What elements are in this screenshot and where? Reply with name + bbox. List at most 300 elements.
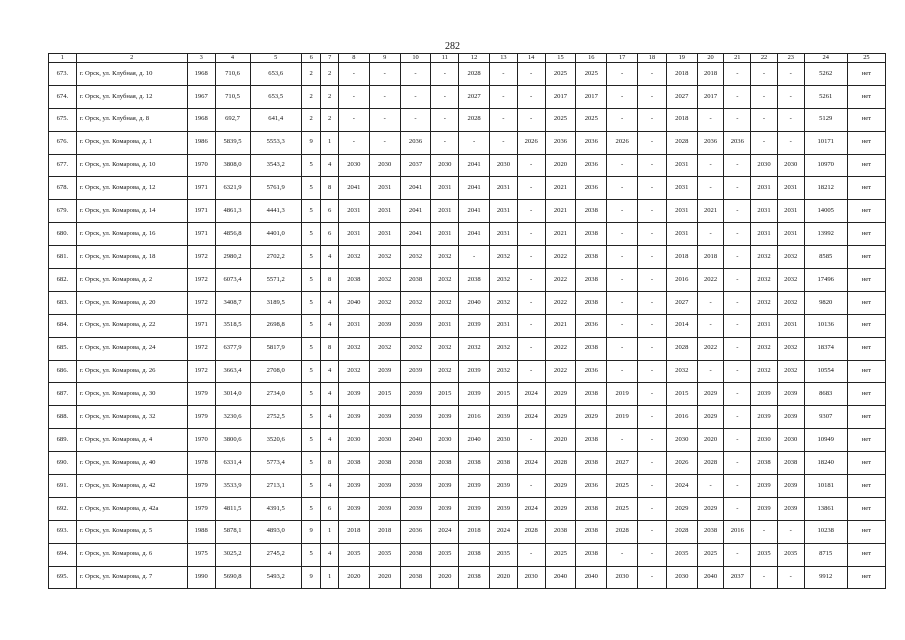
table-cell: 2039 bbox=[490, 497, 518, 520]
table-cell: 5761,9 bbox=[250, 177, 301, 200]
table-cell: - bbox=[517, 337, 545, 360]
table-cell: 2041 bbox=[338, 177, 369, 200]
table-cell: 2032 bbox=[459, 337, 490, 360]
table-cell: 2039 bbox=[459, 383, 490, 406]
table-cell: 2031 bbox=[490, 200, 518, 223]
table-cell: - bbox=[751, 520, 778, 543]
table-cell: 2032 bbox=[431, 291, 459, 314]
table-cell: 2032 bbox=[431, 360, 459, 383]
table-cell: 2040 bbox=[338, 291, 369, 314]
table-cell: 1979 bbox=[187, 406, 215, 429]
table-cell: - bbox=[517, 246, 545, 269]
table-cell: 1970 bbox=[187, 154, 215, 177]
address-cell: г. Орск, ул. Комарова, д. 5 bbox=[76, 520, 187, 543]
table-cell: 2038 bbox=[576, 200, 607, 223]
table-cell: 2031 bbox=[490, 223, 518, 246]
table-cell: 2031 bbox=[369, 223, 400, 246]
table-cell: 2030 bbox=[490, 429, 518, 452]
table-cell: - bbox=[638, 475, 667, 498]
table-cell: 2036 bbox=[724, 131, 751, 154]
table-cell: - bbox=[400, 108, 431, 131]
table-cell: 2030 bbox=[777, 429, 804, 452]
table-cell: 10136 bbox=[804, 314, 847, 337]
table-cell: 2031 bbox=[777, 223, 804, 246]
table-cell: - bbox=[724, 223, 751, 246]
table-cell: - bbox=[638, 314, 667, 337]
table-cell: 2039 bbox=[459, 497, 490, 520]
table-cell: 5 bbox=[301, 269, 321, 292]
table-cell: 6073,4 bbox=[215, 269, 250, 292]
table-cell: 2039 bbox=[777, 406, 804, 429]
table-cell: 2016 bbox=[724, 520, 751, 543]
table-row bbox=[49, 497, 886, 520]
address-cell: г. Орск, ул. Комарова, д. 40 bbox=[76, 452, 187, 475]
table-cell: 2018 bbox=[697, 63, 724, 86]
table-cell: 2020 bbox=[545, 154, 576, 177]
table-cell: 2038 bbox=[400, 452, 431, 475]
table-cell: 2032 bbox=[369, 291, 400, 314]
table-cell: 677. bbox=[49, 154, 77, 177]
table-cell: 2035 bbox=[777, 543, 804, 566]
table-cell: 2032 bbox=[369, 269, 400, 292]
table-cell: нет bbox=[847, 291, 885, 314]
table-cell: 2024 bbox=[517, 383, 545, 406]
table-row bbox=[49, 543, 886, 566]
table-cell: 9 bbox=[301, 131, 321, 154]
table-cell: 2038 bbox=[490, 452, 518, 475]
table-cell: 2038 bbox=[400, 269, 431, 292]
table-cell: 2031 bbox=[431, 223, 459, 246]
table-cell: 1971 bbox=[187, 200, 215, 223]
table-cell: - bbox=[517, 360, 545, 383]
address-cell: г. Орск, ул. Комарова, д. 42 bbox=[76, 475, 187, 498]
table-cell: 2039 bbox=[490, 406, 518, 429]
table-cell: 2038 bbox=[459, 566, 490, 589]
table-cell: 2032 bbox=[400, 337, 431, 360]
table-cell: 2032 bbox=[400, 246, 431, 269]
table-cell: - bbox=[638, 63, 667, 86]
table-cell: 692. bbox=[49, 497, 77, 520]
table-cell: 2032 bbox=[777, 291, 804, 314]
table-row bbox=[49, 475, 886, 498]
table-cell: 2980,2 bbox=[215, 246, 250, 269]
table-cell: 10554 bbox=[804, 360, 847, 383]
table-cell: - bbox=[724, 108, 751, 131]
table-cell: 2021 bbox=[545, 223, 576, 246]
table-cell: 2038 bbox=[777, 452, 804, 475]
table-cell: 2036 bbox=[697, 131, 724, 154]
table-cell: 2022 bbox=[545, 269, 576, 292]
table-cell: 2038 bbox=[576, 291, 607, 314]
table-cell: 1970 bbox=[187, 429, 215, 452]
table-cell: 2032 bbox=[431, 269, 459, 292]
table-cell: - bbox=[751, 63, 778, 86]
table-cell: 2032 bbox=[490, 337, 518, 360]
table-cell: 2020 bbox=[490, 566, 518, 589]
table-cell: нет bbox=[847, 85, 885, 108]
column-number: 6 bbox=[301, 54, 321, 63]
table-cell: нет bbox=[847, 429, 885, 452]
table-cell: 2024 bbox=[517, 452, 545, 475]
table-cell: - bbox=[638, 108, 667, 131]
table-cell: 1971 bbox=[187, 177, 215, 200]
table-cell: - bbox=[517, 85, 545, 108]
table-cell: 676. bbox=[49, 131, 77, 154]
table-cell: 2039 bbox=[751, 475, 778, 498]
table-cell: 2035 bbox=[666, 543, 697, 566]
table-row bbox=[49, 291, 886, 314]
table-cell: 2039 bbox=[751, 406, 778, 429]
table-cell: 2035 bbox=[490, 543, 518, 566]
table-cell: 2032 bbox=[751, 337, 778, 360]
table-cell: 3014,0 bbox=[215, 383, 250, 406]
table-cell: - bbox=[517, 63, 545, 86]
table-cell: 2016 bbox=[666, 406, 697, 429]
table-cell: 2020 bbox=[369, 566, 400, 589]
table-cell: 1971 bbox=[187, 314, 215, 337]
table-cell: - bbox=[607, 177, 638, 200]
table-cell: 2030 bbox=[369, 429, 400, 452]
table-cell: 2018 bbox=[697, 246, 724, 269]
table-cell: 2031 bbox=[666, 154, 697, 177]
table-cell: нет bbox=[847, 406, 885, 429]
table-cell: 10171 bbox=[804, 131, 847, 154]
table-cell: - bbox=[724, 200, 751, 223]
table-cell: - bbox=[607, 200, 638, 223]
table-cell: 2031 bbox=[666, 200, 697, 223]
table-cell: 5817,9 bbox=[250, 337, 301, 360]
table-cell: 2039 bbox=[400, 383, 431, 406]
table-cell: 2031 bbox=[431, 177, 459, 200]
table-cell: - bbox=[638, 360, 667, 383]
table-cell: 2713,1 bbox=[250, 475, 301, 498]
table-cell: 8683 bbox=[804, 383, 847, 406]
table-cell: 2027 bbox=[607, 452, 638, 475]
table-cell: 2028 bbox=[459, 108, 490, 131]
table-cell: 5 bbox=[301, 360, 321, 383]
table-cell: - bbox=[638, 291, 667, 314]
address-cell: г. Орск, ул. Клубная, д. 8 bbox=[76, 108, 187, 131]
table-cell: 2024 bbox=[666, 475, 697, 498]
table-cell: - bbox=[431, 63, 459, 86]
table-cell: 3025,2 bbox=[215, 543, 250, 566]
table-row bbox=[49, 200, 886, 223]
table-cell: - bbox=[724, 177, 751, 200]
table-cell: 17496 bbox=[804, 269, 847, 292]
column-number: 15 bbox=[545, 54, 576, 63]
table-cell: 2041 bbox=[459, 177, 490, 200]
table-cell: 2016 bbox=[666, 269, 697, 292]
table-cell: - bbox=[607, 269, 638, 292]
table-cell: нет bbox=[847, 520, 885, 543]
table-cell: 2022 bbox=[545, 360, 576, 383]
table-row bbox=[49, 154, 886, 177]
table-cell: - bbox=[638, 520, 667, 543]
table-cell: 2039 bbox=[400, 475, 431, 498]
table-cell: 2025 bbox=[576, 108, 607, 131]
table-cell: - bbox=[724, 475, 751, 498]
table-cell: 2030 bbox=[369, 154, 400, 177]
column-number: 25 bbox=[847, 54, 885, 63]
table-cell: - bbox=[607, 291, 638, 314]
table-cell: 2038 bbox=[576, 337, 607, 360]
table-cell: 2019 bbox=[607, 383, 638, 406]
table-cell: 2028 bbox=[666, 337, 697, 360]
table-cell: 2038 bbox=[431, 452, 459, 475]
table-cell: 2024 bbox=[431, 520, 459, 543]
table-cell: 2038 bbox=[459, 269, 490, 292]
table-cell: - bbox=[697, 108, 724, 131]
table-cell: 1990 bbox=[187, 566, 215, 589]
column-number: 16 bbox=[576, 54, 607, 63]
table-cell: 2032 bbox=[751, 246, 778, 269]
table-cell: 4 bbox=[321, 314, 338, 337]
table-cell: нет bbox=[847, 566, 885, 589]
table-cell: - bbox=[724, 337, 751, 360]
table-cell: - bbox=[431, 85, 459, 108]
column-number: 5 bbox=[250, 54, 301, 63]
table-cell: 10970 bbox=[804, 154, 847, 177]
table-cell: 2040 bbox=[576, 566, 607, 589]
table-cell: - bbox=[490, 85, 518, 108]
table-cell: 1972 bbox=[187, 269, 215, 292]
table-cell: 2025 bbox=[607, 475, 638, 498]
table-cell: 2039 bbox=[400, 406, 431, 429]
table-cell: 2032 bbox=[490, 291, 518, 314]
table-cell: 1972 bbox=[187, 291, 215, 314]
table-cell: - bbox=[724, 360, 751, 383]
table-cell: 2018 bbox=[666, 246, 697, 269]
table-cell: 2030 bbox=[666, 566, 697, 589]
table-cell: 3230,6 bbox=[215, 406, 250, 429]
table-cell: 2030 bbox=[431, 429, 459, 452]
table-cell: 695. bbox=[49, 566, 77, 589]
table-cell: - bbox=[607, 85, 638, 108]
table-cell: 2039 bbox=[369, 360, 400, 383]
table-cell: 1975 bbox=[187, 543, 215, 566]
table-cell: 2032 bbox=[777, 360, 804, 383]
table-cell: 1972 bbox=[187, 337, 215, 360]
table-cell: 4 bbox=[321, 383, 338, 406]
table-cell: 681. bbox=[49, 246, 77, 269]
column-number: 4 bbox=[215, 54, 250, 63]
table-cell: 3189,5 bbox=[250, 291, 301, 314]
table-cell: 2029 bbox=[697, 383, 724, 406]
table-cell: 2028 bbox=[697, 452, 724, 475]
table-cell: 6 bbox=[321, 497, 338, 520]
table-cell: 2017 bbox=[576, 85, 607, 108]
table-cell: 2038 bbox=[338, 269, 369, 292]
column-number: 13 bbox=[490, 54, 518, 63]
table-cell: 2022 bbox=[545, 337, 576, 360]
table-cell: - bbox=[369, 63, 400, 86]
table-cell: 2020 bbox=[338, 566, 369, 589]
table-cell: 13992 bbox=[804, 223, 847, 246]
table-cell: - bbox=[400, 63, 431, 86]
table-cell: 2038 bbox=[576, 246, 607, 269]
table-cell: 1979 bbox=[187, 497, 215, 520]
table-cell: 694. bbox=[49, 543, 77, 566]
table-cell: 2030 bbox=[607, 566, 638, 589]
address-cell: г. Орск, ул. Комарова, д. 16 bbox=[76, 223, 187, 246]
table-cell: 5 bbox=[301, 497, 321, 520]
table-cell: 8 bbox=[321, 269, 338, 292]
table-cell: - bbox=[777, 520, 804, 543]
table-cell: - bbox=[459, 246, 490, 269]
table-cell: 5690,8 bbox=[215, 566, 250, 589]
table-cell: 2039 bbox=[431, 475, 459, 498]
table-cell: - bbox=[697, 291, 724, 314]
table-cell: 2040 bbox=[545, 566, 576, 589]
table-cell: - bbox=[638, 223, 667, 246]
table-cell: - bbox=[638, 452, 667, 475]
table-cell: 2038 bbox=[576, 543, 607, 566]
table-cell: 5129 bbox=[804, 108, 847, 131]
table-cell: 689. bbox=[49, 429, 77, 452]
table-cell: 2752,5 bbox=[250, 406, 301, 429]
table-cell: 2028 bbox=[666, 131, 697, 154]
table-cell: 2032 bbox=[777, 246, 804, 269]
table-cell: - bbox=[517, 429, 545, 452]
table-cell: - bbox=[638, 177, 667, 200]
table-cell: 2038 bbox=[697, 520, 724, 543]
table-cell: 692,7 bbox=[215, 108, 250, 131]
table-row bbox=[49, 63, 886, 86]
table-row bbox=[49, 269, 886, 292]
table-cell: 10949 bbox=[804, 429, 847, 452]
page-number: 282 bbox=[445, 41, 460, 52]
table-cell: 2022 bbox=[545, 291, 576, 314]
table-cell: 2039 bbox=[490, 475, 518, 498]
table-cell: 2032 bbox=[338, 337, 369, 360]
table-cell: 2031 bbox=[490, 177, 518, 200]
address-cell: г. Орск, ул. Комарова, д. 22 bbox=[76, 314, 187, 337]
table-cell: 2040 bbox=[459, 291, 490, 314]
table-cell: 2039 bbox=[369, 314, 400, 337]
table-cell: 2030 bbox=[338, 154, 369, 177]
address-cell: г. Орск, ул. Комарова, д. 2 bbox=[76, 269, 187, 292]
table-cell: 1 bbox=[321, 131, 338, 154]
table-cell: 2015 bbox=[490, 383, 518, 406]
table-cell: 2029 bbox=[545, 383, 576, 406]
table-cell: - bbox=[607, 63, 638, 86]
table-cell: 9 bbox=[301, 520, 321, 543]
table-cell: 3663,4 bbox=[215, 360, 250, 383]
table-cell: 1972 bbox=[187, 246, 215, 269]
table-cell: - bbox=[724, 452, 751, 475]
table-cell: 1967 bbox=[187, 85, 215, 108]
table-cell: - bbox=[638, 337, 667, 360]
table-cell: 2025 bbox=[545, 63, 576, 86]
table-cell: - bbox=[638, 497, 667, 520]
table-cell: - bbox=[777, 85, 804, 108]
column-number-row bbox=[49, 54, 886, 63]
table-cell: 679. bbox=[49, 200, 77, 223]
table-cell: - bbox=[607, 337, 638, 360]
table-cell: 2031 bbox=[431, 200, 459, 223]
table-cell: 2032 bbox=[777, 337, 804, 360]
column-number: 14 bbox=[517, 54, 545, 63]
table-cell: 2032 bbox=[431, 337, 459, 360]
table-cell: 2038 bbox=[576, 520, 607, 543]
table-cell: - bbox=[777, 108, 804, 131]
table-cell: 2024 bbox=[517, 406, 545, 429]
table-cell: - bbox=[638, 429, 667, 452]
table-cell: 2030 bbox=[338, 429, 369, 452]
table-cell: 2038 bbox=[545, 520, 576, 543]
table-cell: 2039 bbox=[338, 475, 369, 498]
table-cell: нет bbox=[847, 131, 885, 154]
table-body bbox=[49, 54, 886, 589]
column-number: 12 bbox=[459, 54, 490, 63]
table-cell: 2 bbox=[301, 63, 321, 86]
table-cell: 2031 bbox=[369, 177, 400, 200]
table-cell: 2022 bbox=[697, 269, 724, 292]
table-cell: 2031 bbox=[751, 177, 778, 200]
table-cell: 2041 bbox=[400, 200, 431, 223]
address-cell: г. Орск, ул. Комарова, д. 30 bbox=[76, 383, 187, 406]
table-cell: 1979 bbox=[187, 383, 215, 406]
table-cell: 2025 bbox=[697, 543, 724, 566]
table-cell: 2031 bbox=[751, 314, 778, 337]
table-cell: 2029 bbox=[576, 406, 607, 429]
table-cell: 2019 bbox=[607, 406, 638, 429]
table-cell: 9 bbox=[301, 566, 321, 589]
table-cell: 2015 bbox=[431, 383, 459, 406]
table-cell: 2030 bbox=[517, 566, 545, 589]
table-cell: 5 bbox=[301, 383, 321, 406]
table-cell: 2031 bbox=[666, 177, 697, 200]
column-number: 10 bbox=[400, 54, 431, 63]
table-cell: - bbox=[638, 406, 667, 429]
table-cell: - bbox=[338, 131, 369, 154]
table-cell: 2 bbox=[321, 85, 338, 108]
table-cell: 2039 bbox=[400, 360, 431, 383]
table-cell: 2027 bbox=[666, 85, 697, 108]
table-cell: 5571,2 bbox=[250, 269, 301, 292]
table-cell: - bbox=[517, 475, 545, 498]
table-cell: 2040 bbox=[459, 429, 490, 452]
table-cell: 685. bbox=[49, 337, 77, 360]
table-cell: 2039 bbox=[777, 497, 804, 520]
table-cell: - bbox=[638, 543, 667, 566]
table-cell: 2032 bbox=[369, 337, 400, 360]
table-cell: 4861,3 bbox=[215, 200, 250, 223]
table-cell: 2036 bbox=[400, 131, 431, 154]
table-cell: 1986 bbox=[187, 131, 215, 154]
table-cell: 5 bbox=[301, 154, 321, 177]
table-cell: 2039 bbox=[751, 383, 778, 406]
table-cell: 2035 bbox=[431, 543, 459, 566]
table-row bbox=[49, 566, 886, 589]
table-cell: - bbox=[697, 177, 724, 200]
table-cell: 2029 bbox=[545, 497, 576, 520]
table-cell: 5878,1 bbox=[215, 520, 250, 543]
table-cell: 3520,6 bbox=[250, 429, 301, 452]
table-cell: 641,4 bbox=[250, 108, 301, 131]
table-cell: 2038 bbox=[576, 223, 607, 246]
table-cell: 8585 bbox=[804, 246, 847, 269]
table-cell: 2038 bbox=[576, 497, 607, 520]
table-cell: нет bbox=[847, 223, 885, 246]
table-cell: 1971 bbox=[187, 223, 215, 246]
table-cell: 2 bbox=[301, 85, 321, 108]
table-cell: 2031 bbox=[338, 200, 369, 223]
table-row bbox=[49, 429, 886, 452]
table-cell: 710,6 bbox=[215, 63, 250, 86]
table-cell: нет bbox=[847, 337, 885, 360]
table-cell: - bbox=[697, 314, 724, 337]
